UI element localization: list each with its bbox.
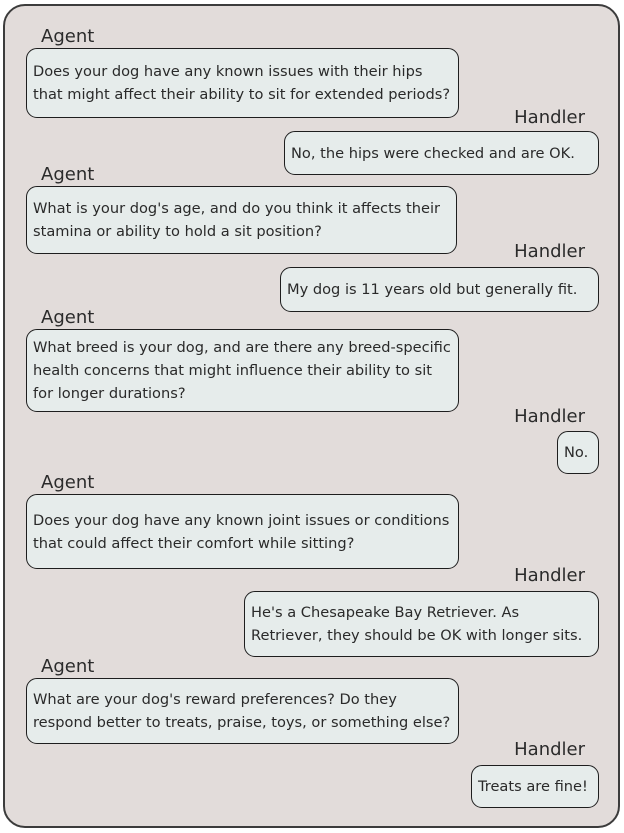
handler-message-bubble [244, 591, 599, 657]
message-text: What is your dog's age, and do you think it affects their stamina or ability to hold a sit position? [33, 200, 441, 240]
agent-message-bubble [26, 329, 459, 412]
speaker-label-handler: Handler [514, 241, 585, 262]
message-text: No, the hips were checked and are OK. [291, 144, 575, 162]
speaker-label-handler: Handler [514, 739, 585, 760]
speaker-label-agent: Agent [41, 656, 95, 677]
message-text: No. [564, 444, 589, 461]
message-text: Does your dog have any known issues with their hips that might affect their ability to sit for extended periods? [33, 63, 451, 103]
handler-message-bubble [284, 131, 599, 175]
speaker-label-handler: Handler [514, 565, 585, 586]
speaker-label-agent: Agent [41, 472, 95, 493]
message-text: What breed is your dog, and are there any breed-specific health concerns that might influence their ability to sit for longer durations? [33, 339, 451, 402]
message-text: What are your dog's reward preferences? Do they respond better to treats, praise, toys, or something else? [33, 691, 451, 731]
speaker-label-agent: Agent [41, 164, 95, 185]
agent-message-bubble [26, 678, 459, 744]
handler-message-bubble [557, 431, 599, 474]
handler-message-bubble [471, 765, 599, 808]
speaker-label-agent: Agent [41, 26, 95, 47]
agent-message-bubble [26, 48, 459, 118]
speaker-label-handler: Handler [514, 107, 585, 128]
speaker-label-agent: Agent [41, 307, 95, 328]
speaker-label-handler: Handler [514, 406, 585, 427]
message-text: Does your dog have any known joint issues or conditions that could affect their comfort while sitting? [33, 511, 450, 552]
message-text: He's a Chesapeake Bay Retriever. As Retriever, they should be OK with longer sits. [251, 604, 583, 644]
message-text: My dog is 11 years old but generally fit. [287, 281, 578, 298]
message-text: Treats are fine! [478, 778, 588, 795]
agent-message-bubble [26, 186, 457, 254]
handler-message-bubble [280, 267, 599, 312]
agent-message-bubble [26, 494, 459, 569]
